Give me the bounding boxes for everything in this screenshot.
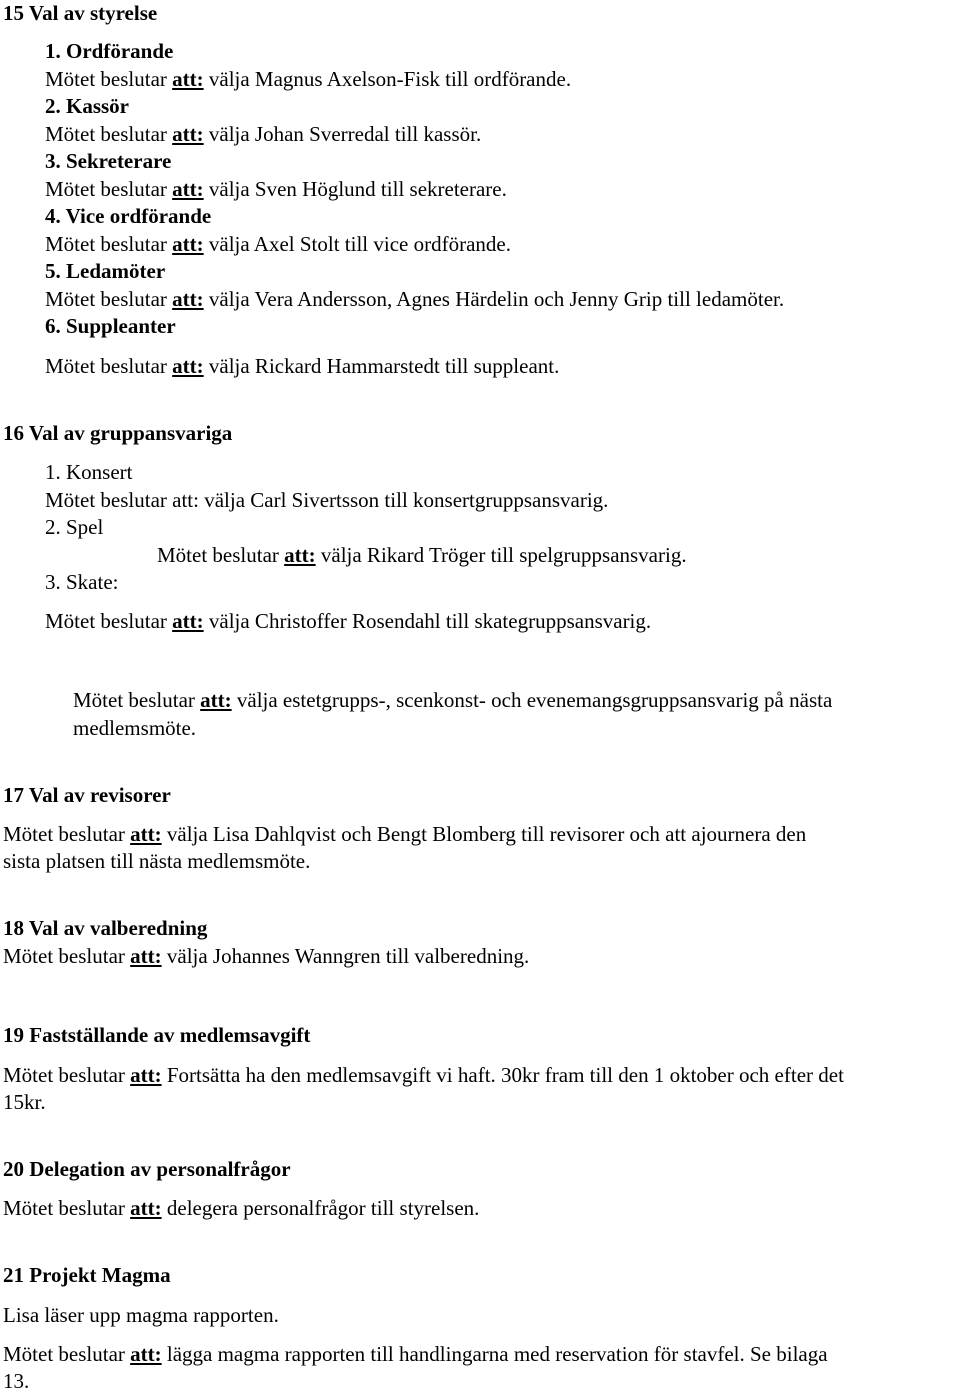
att-keyword: att: [172, 354, 204, 378]
att-keyword: att: [200, 688, 232, 712]
decision-line-continued: medlemsmöte. [73, 716, 197, 740]
item-title-sekreterare: 3. Sekreterare [45, 149, 172, 173]
decision-text: Mötet beslutar [45, 67, 173, 91]
decision-text: välja Christoffer Rosendahl till skategruppsansvarig. [203, 609, 652, 633]
att-keyword: att: [172, 287, 204, 311]
decision-line [3, 821, 806, 848]
decision-line-continued: 13. [3, 1369, 30, 1393]
att-keyword: att: [130, 1063, 162, 1087]
decision-text: Mötet beslutar [45, 122, 173, 146]
decision-line [3, 1341, 828, 1368]
decision-text: välja estetgrupps-, scenkonst- och evenemangsgruppsansvarig på nästa [231, 688, 833, 712]
decision-line [3, 1062, 844, 1089]
decision-text: välja Sven Höglund till sekreterare. [203, 177, 507, 201]
decision-text: Mötet beslutar [3, 1196, 131, 1220]
decision-text: Mötet beslutar [3, 944, 131, 968]
section-19-heading: 19 Fastställande av medlemsavgift [3, 1023, 311, 1047]
decision-text: Mötet beslutar [45, 609, 173, 633]
section-18-heading: 18 Val av valberedning [3, 916, 208, 940]
decision-line [45, 121, 481, 148]
att-keyword: att: [172, 177, 204, 201]
decision-line [3, 1195, 479, 1222]
item-title-suppleanter: 6. Suppleanter [45, 314, 176, 338]
decision-line [45, 608, 651, 635]
decision-text: Mötet beslutar [3, 1342, 131, 1366]
decision-text: välja Johan Sverredal till kassör. [203, 122, 482, 146]
item-title-vice-ordforande: 4. Vice ordförande [45, 204, 212, 228]
decision-line [45, 231, 511, 258]
decision-line [45, 353, 559, 380]
item-title-konsert: 1. Konsert [45, 460, 133, 484]
decision-text: Mötet beslutar [3, 822, 131, 846]
decision-text: Mötet beslutar [45, 287, 173, 311]
item-title-spel: 2. Spel [45, 515, 104, 539]
att-keyword: att: [130, 1196, 162, 1220]
item-title-skate: 3. Skate: [45, 570, 119, 594]
decision-text: välja Axel Stolt till vice ordförande. [203, 232, 511, 256]
item-title-kassor: 2. Kassör [45, 94, 129, 118]
section-16-heading: 16 Val av gruppansvariga [3, 421, 233, 445]
att-keyword: att: [130, 822, 162, 846]
decision-text: Mötet beslutar [157, 543, 285, 567]
decision-text: välja Lisa Dahlqvist och Bengt Blomberg till revisorer och att ajournera den [161, 822, 807, 846]
decision-line-continued: 15kr. [3, 1090, 46, 1114]
att-keyword: att: [172, 609, 204, 633]
decision-text: välja Rickard Hammarstedt till suppleant. [203, 354, 560, 378]
att-keyword: att: [284, 543, 316, 567]
decision-text: Mötet beslutar [45, 232, 173, 256]
section-17-heading: 17 Val av revisorer [3, 783, 171, 807]
section-20-heading: 20 Delegation av personalfrågor [3, 1157, 291, 1181]
att-keyword: att: [130, 1342, 162, 1366]
item-title-ledamoter: 5. Ledamöter [45, 259, 166, 283]
decision-line-continued: sista platsen till nästa medlemsmöte. [3, 849, 311, 873]
section-21-heading: 21 Projekt Magma [3, 1263, 171, 1287]
decision-text: lägga magma rapporten till handlingarna med reservation för stavfel. Se bilaga [161, 1342, 828, 1366]
decision-text: välja Vera Andersson, Agnes Härdelin och Jenny Grip till ledamöter. [203, 287, 785, 311]
decision-line: Mötet beslutar att: välja Carl Sivertsson till konsertgruppsansvarig. [45, 488, 609, 512]
decision-text: välja Magnus Axelson-Fisk till ordförande. [203, 67, 572, 91]
decision-line [45, 286, 784, 313]
att-keyword: att: [172, 232, 204, 256]
decision-text: välja Rikard Tröger till spelgruppsansvarig. [315, 543, 687, 567]
att-keyword: att: [172, 67, 204, 91]
att-keyword: att: [130, 944, 162, 968]
decision-text: Mötet beslutar [45, 354, 173, 378]
att-keyword: att: [172, 122, 204, 146]
decision-line [45, 66, 571, 93]
decision-line [157, 542, 687, 569]
section-15-heading: 15 Val av styrelse [3, 1, 158, 25]
decision-line [3, 943, 529, 970]
item-title-ordforande: 1. Ordförande [45, 39, 174, 63]
decision-line [73, 687, 832, 714]
decision-line [45, 176, 507, 203]
decision-text: Mötet beslutar [3, 1063, 131, 1087]
decision-text: välja Johannes Wanngren till valberedning. [161, 944, 530, 968]
decision-text: Fortsätta ha den medlemsavgift vi haft. 30kr fram till den 1 oktober och efter det [161, 1063, 844, 1087]
decision-text: delegera personalfrågor till styrelsen. [161, 1196, 480, 1220]
decision-text: Mötet beslutar [45, 177, 173, 201]
body-text: Lisa läser upp magma rapporten. [3, 1303, 279, 1327]
decision-text: Mötet beslutar [73, 688, 201, 712]
